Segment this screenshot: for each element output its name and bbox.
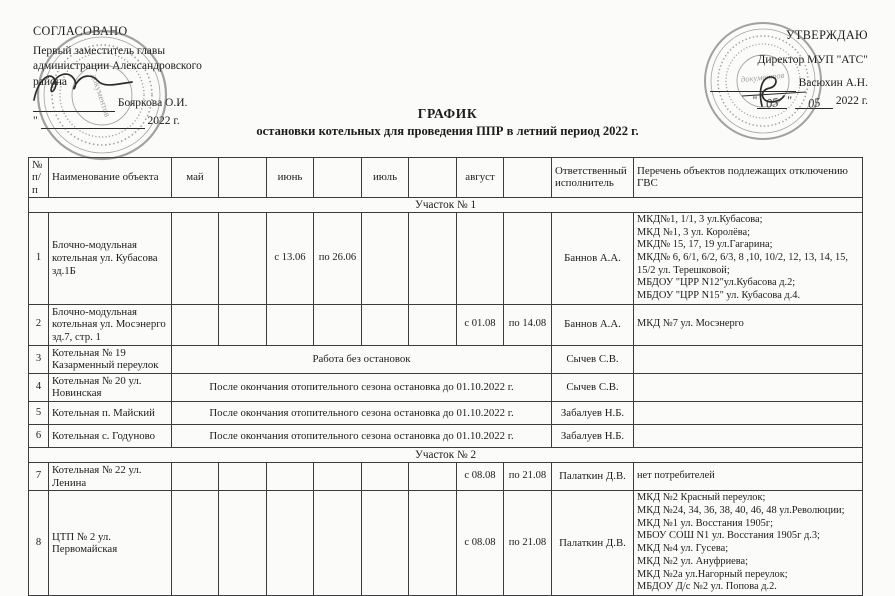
approval-left-status: СОГЛАСОВАНО: [33, 24, 128, 38]
section-row-label: Участок № 2: [29, 447, 863, 462]
cell-date-empty: [267, 304, 314, 345]
cell-start-date: с 08.08: [457, 491, 504, 596]
cell-gvs-list: [634, 373, 863, 401]
cell-date-empty: [409, 304, 457, 345]
stamp-center-text: документов: [740, 69, 785, 85]
cell-date-empty: [362, 304, 409, 345]
title-line1: ГРАФИК: [417, 106, 478, 121]
cell-gvs-list: МКД №7 ул. Мосэнерго: [634, 304, 863, 345]
quote-mark: ": [33, 114, 38, 127]
cell-date-empty: [409, 212, 457, 304]
cell-row-number: 8: [29, 491, 49, 596]
cell-start-date: с 01.08: [457, 304, 504, 345]
handwritten-signature-icon: [28, 66, 148, 110]
table-row: [29, 462, 863, 490]
cell-responsible: Палаткин Д.В.: [552, 491, 634, 596]
cell-object-name: Блочно-модульная котельная ул. Мосэнерго зд.7, стр. 1: [49, 304, 172, 345]
cell-date-empty: [409, 462, 457, 490]
cell-date-empty: [172, 212, 219, 304]
quote-mark-open: ": [752, 94, 758, 107]
cell-object-name: ЦТП № 2 ул. Первомайская: [49, 491, 172, 596]
cell-date-empty: [172, 304, 219, 345]
title-line2: остановки котельных для проведения ППР в летний период 2022 г.: [256, 124, 639, 138]
schedule-table-container: [28, 157, 863, 596]
cell-gvs-list: [634, 345, 863, 373]
cell-date-empty: [362, 491, 409, 596]
cell-date-empty: [457, 212, 504, 304]
cell-date-empty: [267, 462, 314, 490]
col-header-month-2-end: [314, 158, 362, 198]
cell-gvs-list: МКД№1, 1/1, 3 ул.Кубасова; МКД №1, 3 ул. Королёва; МКД№ 15, 17, 19 ул.Гагарина; МКД№ 6, 6/1, 6/2, 6/3, 8 ,10, 10/2, 12, 13, 14, 15, 15/2 ул. Терешковой; МБДОУ "ЦРР N12"ул.Кубасова д.2; МБДОУ "ЦРР N15" ул. Кубасова д.4.: [634, 212, 863, 304]
approval-left-role-line3: района: [33, 75, 68, 88]
cell-date-empty: [219, 462, 267, 490]
table-row: [29, 424, 863, 447]
cell-responsible: Баннов А.А.: [552, 212, 634, 304]
cell-responsible: Забалуев Н.Б.: [552, 424, 634, 447]
cell-object-name: Котельная № 20 ул. Новинская: [49, 373, 172, 401]
cell-gvs-list: [634, 424, 863, 447]
cell-date-empty: [219, 491, 267, 596]
cell-responsible: Забалуев Н.Б.: [552, 401, 634, 424]
col-header-month-1-end: [219, 158, 267, 198]
cell-row-number: 6: [29, 424, 49, 447]
col-header-gvs: Перечень объектов подлежащих отключению ГВС: [634, 158, 863, 198]
cell-gvs-list: МКД №2 Красный переулок; МКД №24, 34, 36, 38, 40, 46, 48 ул.Революции; МКД №1 ул. Восстания 1905г; МБОУ СОШ N1 ул. Восстания 1905г д.3; МКД №4 ул. Гусева; МКД №2 ул. Ануфриева; МКД №2а ул.Нагорный переулок; МБДОУ Д/с №2 ул. Попова д.2.: [634, 491, 863, 596]
approval-left-role-line2: администрации Александровского: [33, 60, 202, 72]
cell-end-date: по 21.08: [504, 491, 552, 596]
cell-date-empty: [172, 462, 219, 490]
cell-end-date: по 21.08: [504, 462, 552, 490]
cell-responsible: Сычев С.В.: [552, 345, 634, 373]
cell-row-number: 3: [29, 345, 49, 373]
approval-right-status: УТВЕРЖДАЮ: [785, 28, 868, 42]
cell-object-name: Котельная № 22 ул. Ленина: [49, 462, 172, 490]
col-header-month-1: май: [172, 158, 219, 198]
cell-row-number: 1: [29, 212, 49, 304]
cell-date-empty: [219, 304, 267, 345]
cell-date-empty: [409, 491, 457, 596]
col-header-month-4-end: [504, 158, 552, 198]
col-header-month-2: июнь: [267, 158, 314, 198]
cell-start-date: с 13.06: [267, 212, 314, 304]
col-header-month-3-end: [409, 158, 457, 198]
quote-mark-close: ": [787, 94, 793, 107]
col-header-num: № п/п: [29, 158, 49, 198]
approval-left-name: Бояркова О.И.: [117, 97, 188, 109]
table-row: [29, 304, 863, 345]
cell-row-number: 2: [29, 304, 49, 345]
cell-responsible: Сычев С.В.: [552, 373, 634, 401]
approval-right-role: Директор МУП "АТС": [757, 53, 868, 66]
cell-row-number: 4: [29, 373, 49, 401]
cell-date-empty: [314, 491, 362, 596]
section-row-label: Участок № 1: [29, 197, 863, 212]
cell-date-empty: [362, 212, 409, 304]
cell-object-name: Котельная п. Майский: [49, 401, 172, 424]
handwritten-month: 05: [806, 95, 821, 111]
approval-left-role-line1: Первый заместитель главы: [33, 44, 166, 57]
col-header-month-4: август: [457, 158, 504, 198]
approval-left-year: 2022 г.: [147, 114, 180, 127]
cell-row-number: 5: [29, 401, 49, 424]
section-row: [29, 197, 863, 212]
cell-schedule-note: Работа без остановок: [172, 345, 552, 373]
cell-gvs-list: [634, 401, 863, 424]
col-header-responsible: Ответственный исполнитель: [552, 158, 634, 198]
cell-end-date: по 26.06: [314, 212, 362, 304]
approval-right-year: 2022 г.: [835, 94, 868, 107]
table-row: [29, 401, 863, 424]
cell-responsible: Палаткин Д.В.: [552, 462, 634, 490]
cell-schedule-note: После окончания отопительного сезона остановка до 01.10.2022 г.: [172, 401, 552, 424]
cell-object-name: Блочно-модульная котельная ул. Кубасова зд.1Б: [49, 212, 172, 304]
cell-date-empty: [172, 491, 219, 596]
cell-object-name: Котельная с. Годуново: [49, 424, 172, 447]
schedule-table: [28, 157, 863, 596]
cell-date-empty: [267, 491, 314, 596]
cell-row-number: 7: [29, 462, 49, 490]
cell-object-name: Котельная № 19 Казарменный переулок: [49, 345, 172, 373]
col-header-month-3: июль: [362, 158, 409, 198]
cell-schedule-note: После окончания отопительного сезона остановка до 01.10.2022 г.: [172, 373, 552, 401]
cell-date-empty: [219, 212, 267, 304]
cell-date-empty: [362, 462, 409, 490]
cell-start-date: с 08.08: [457, 462, 504, 490]
cell-responsible: Баннов А.А.: [552, 304, 634, 345]
cell-gvs-list: нет потребителей: [634, 462, 863, 490]
handwritten-day: 05: [765, 95, 780, 111]
approval-right-name: Васюхин А.Н.: [798, 77, 868, 89]
document-title: [0, 106, 895, 139]
table-row: [29, 373, 863, 401]
col-header-name: Наименование объекта: [49, 158, 172, 198]
cell-date-empty: [504, 212, 552, 304]
cell-schedule-note: После окончания отопительного сезона остановка до 01.10.2022 г.: [172, 424, 552, 447]
table-row: [29, 491, 863, 596]
section-row: [29, 447, 863, 462]
table-row: [29, 212, 863, 304]
cell-date-empty: [314, 304, 362, 345]
table-row: [29, 345, 863, 373]
cell-end-date: по 14.08: [504, 304, 552, 345]
cell-date-empty: [314, 462, 362, 490]
stamp-center-text: документов: [89, 72, 113, 119]
